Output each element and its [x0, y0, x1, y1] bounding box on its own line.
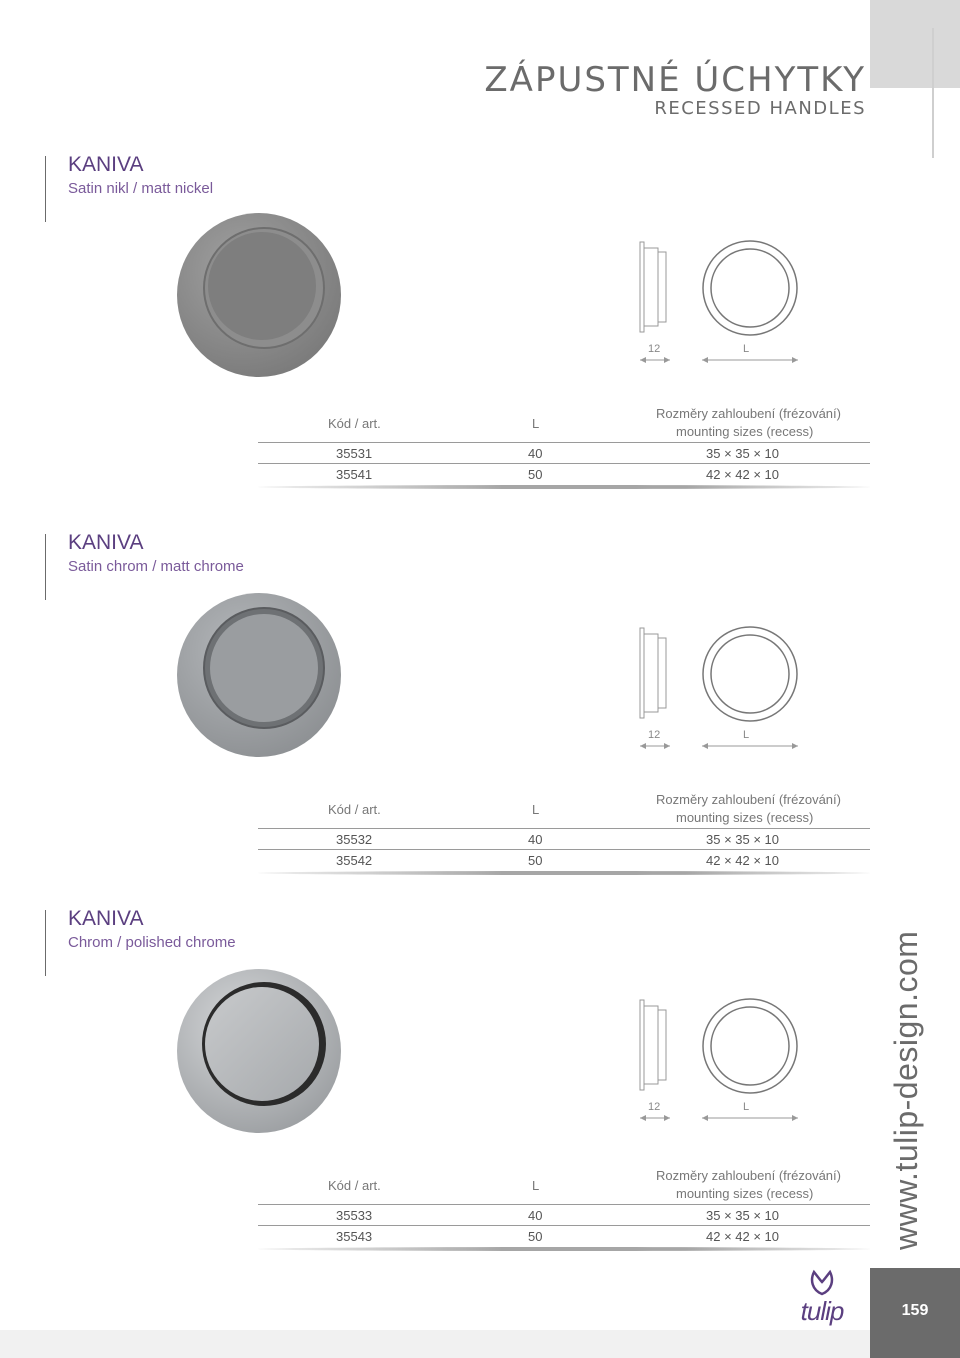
row-size: 35 × 35 × 10 — [706, 1208, 780, 1223]
row-code: 35543 — [336, 1229, 373, 1244]
top-corner-divider — [932, 28, 934, 158]
table-row — [258, 1225, 870, 1246]
row-size: 42 × 42 × 10 — [706, 467, 780, 482]
technical-drawing — [630, 624, 805, 759]
row-code: 35531 — [336, 446, 373, 461]
table-shadow — [258, 485, 870, 489]
row-length: 50 — [528, 853, 543, 868]
row-length: 40 — [528, 446, 543, 461]
col-header-code: Kód / art. — [328, 416, 381, 431]
col-header-mount-cz: Rozměry zahloubení (frézování) — [656, 792, 841, 807]
handle-photo-matt-nickel — [176, 212, 342, 378]
tulip-logo — [792, 1268, 852, 1330]
section-bar — [45, 534, 46, 600]
row-code: 35533 — [336, 1208, 373, 1223]
product-name: KANIVA — [68, 907, 144, 930]
col-header-mount-en: mounting sizes (recess) — [676, 810, 814, 825]
table-row — [258, 463, 870, 484]
table-row — [258, 442, 870, 463]
col-header-code: Kód / art. — [328, 802, 381, 817]
product-name: KANIVA — [68, 153, 144, 176]
technical-drawing — [630, 996, 805, 1131]
product-finish: Satin chrom / matt chrome — [68, 558, 244, 575]
top-corner-tab — [870, 0, 960, 88]
col-header-length: L — [532, 1178, 540, 1193]
page-title: ZÁPUSTNÉ ÚCHYTKY — [484, 60, 866, 100]
row-length: 40 — [528, 1208, 543, 1223]
table-row — [258, 828, 870, 849]
drawing-depth-label: 12 — [648, 343, 661, 355]
drawing-length-label: L — [743, 729, 750, 741]
page-number-tab — [870, 1268, 960, 1358]
page-number: 159 — [901, 1302, 929, 1319]
footer-band — [0, 1330, 870, 1358]
drawing-depth-label: 12 — [648, 729, 661, 741]
row-size: 42 × 42 × 10 — [706, 1229, 780, 1244]
technical-drawing — [630, 238, 805, 373]
col-header-mount-cz: Rozměry zahloubení (frézování) — [656, 1168, 841, 1183]
drawing-length-label: L — [743, 343, 750, 355]
col-header-mount-en: mounting sizes (recess) — [676, 424, 814, 439]
col-header-length: L — [532, 416, 540, 431]
section-bar — [45, 910, 46, 976]
brand-name: tulip — [800, 1296, 844, 1326]
drawing-depth-label: 12 — [648, 1101, 661, 1113]
row-size: 42 × 42 × 10 — [706, 853, 780, 868]
tulip-flower-icon — [792, 1268, 852, 1298]
page-subtitle: RECESSED HANDLES — [654, 98, 866, 119]
table-row — [258, 1204, 870, 1225]
row-code: 35542 — [336, 853, 373, 868]
row-code: 35532 — [336, 832, 373, 847]
row-length: 40 — [528, 832, 543, 847]
handle-photo-matt-chrome — [176, 592, 342, 758]
row-length: 50 — [528, 1229, 543, 1244]
table-shadow — [258, 871, 870, 875]
col-header-mount-en: mounting sizes (recess) — [676, 1186, 814, 1201]
section-bar — [45, 156, 46, 222]
row-size: 35 × 35 × 10 — [706, 832, 780, 847]
product-name: KANIVA — [68, 531, 144, 554]
product-finish: Chrom / polished chrome — [68, 934, 236, 951]
col-header-code: Kód / art. — [328, 1178, 381, 1193]
table-shadow — [258, 1247, 870, 1251]
product-finish: Satin nikl / matt nickel — [68, 180, 214, 197]
row-size: 35 × 35 × 10 — [706, 446, 780, 461]
table-row — [258, 849, 870, 870]
handle-photo-polished-chrome — [176, 968, 342, 1134]
col-header-mount-cz: Rozměry zahloubení (frézování) — [656, 406, 841, 421]
website-url: www.tulip-design.com — [888, 930, 924, 1250]
row-length: 50 — [528, 467, 543, 482]
col-header-length: L — [532, 802, 540, 817]
row-code: 35541 — [336, 467, 373, 482]
drawing-length-label: L — [743, 1101, 750, 1113]
